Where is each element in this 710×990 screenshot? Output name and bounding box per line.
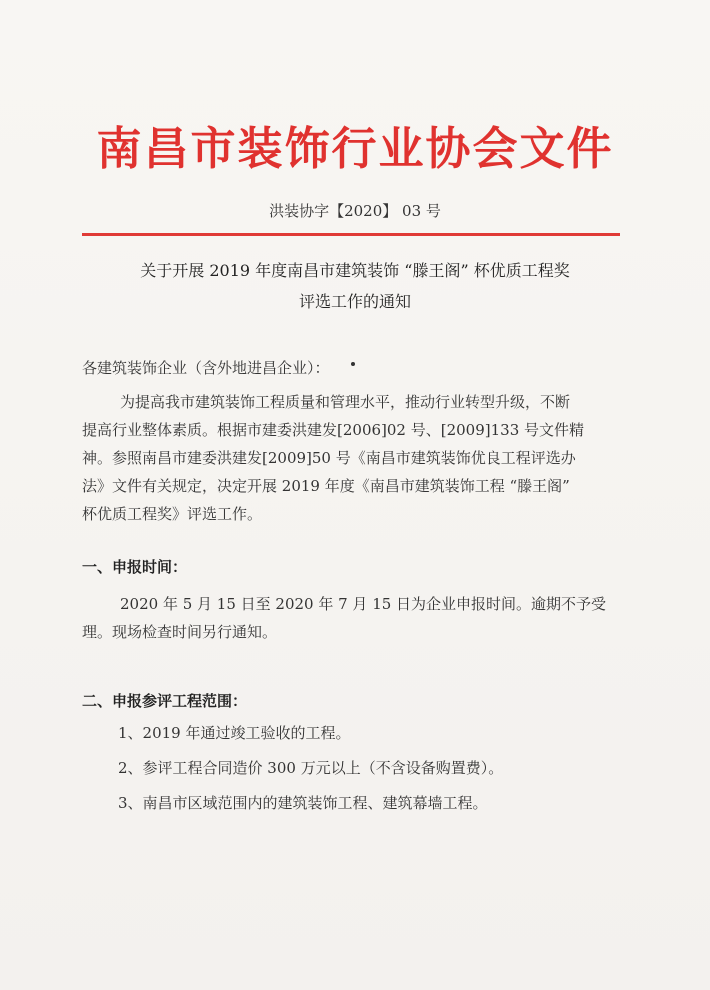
section-2-heading: 二、申报参评工程范围： [82, 692, 248, 710]
document-header-title: 南昌市装饰行业协会文件 [96, 122, 614, 175]
addressee: 各建筑装饰企业（含外地进昌企业）： [82, 359, 330, 377]
intro-line: 杯优质工程奖》评选工作。 [82, 505, 263, 523]
intro-line: 提高行业整体素质。根据市建委洪建发[2006]02 号、[2009]133 号文件精 [82, 421, 585, 439]
notice-title-line-1: 关于开展 2019 年度南昌市建筑装饰 “滕王阁” 杯优质工程奖 [140, 261, 570, 280]
section-2-item: 3、南昌市区域范围内的建筑装饰工程、建筑幕墙工程。 [118, 794, 488, 812]
section-1-line: 2020 年 5 月 15 日至 2020 年 7 月 15 日为企业申报时间。逾期不予受 [120, 595, 607, 613]
document-number: 洪装协字【2020】 03 号 [269, 202, 441, 220]
section-1-line: 理。现场检查时间另行通知。 [82, 623, 278, 641]
intro-line: 为提高我市建筑装饰工程质量和管理水平，推动行业转型升级，不断 [120, 393, 571, 411]
section-1-paragraph [82, 590, 610, 646]
section-2-item: 1、2019 年通过竣工验收的工程。 [118, 724, 351, 742]
intro-line: 法》文件有关规定，决定开展 2019 年度《南昌市建筑装饰工程 “滕王阁” [82, 477, 570, 495]
section-2-item: 2、参评工程合同造价 300 万元以上（不含设备购置费）。 [118, 759, 504, 777]
intro-line: 神。参照南昌市建委洪建发[2009]50 号《南昌市建筑装饰优良工程评选办 [82, 449, 576, 467]
section-1-heading: 一、申报时间： [82, 558, 188, 576]
intro-paragraph [82, 388, 610, 528]
ink-dot [351, 362, 355, 366]
notice-title-line-2: 评选工作的通知 [298, 292, 411, 311]
red-divider-line [82, 233, 620, 236]
